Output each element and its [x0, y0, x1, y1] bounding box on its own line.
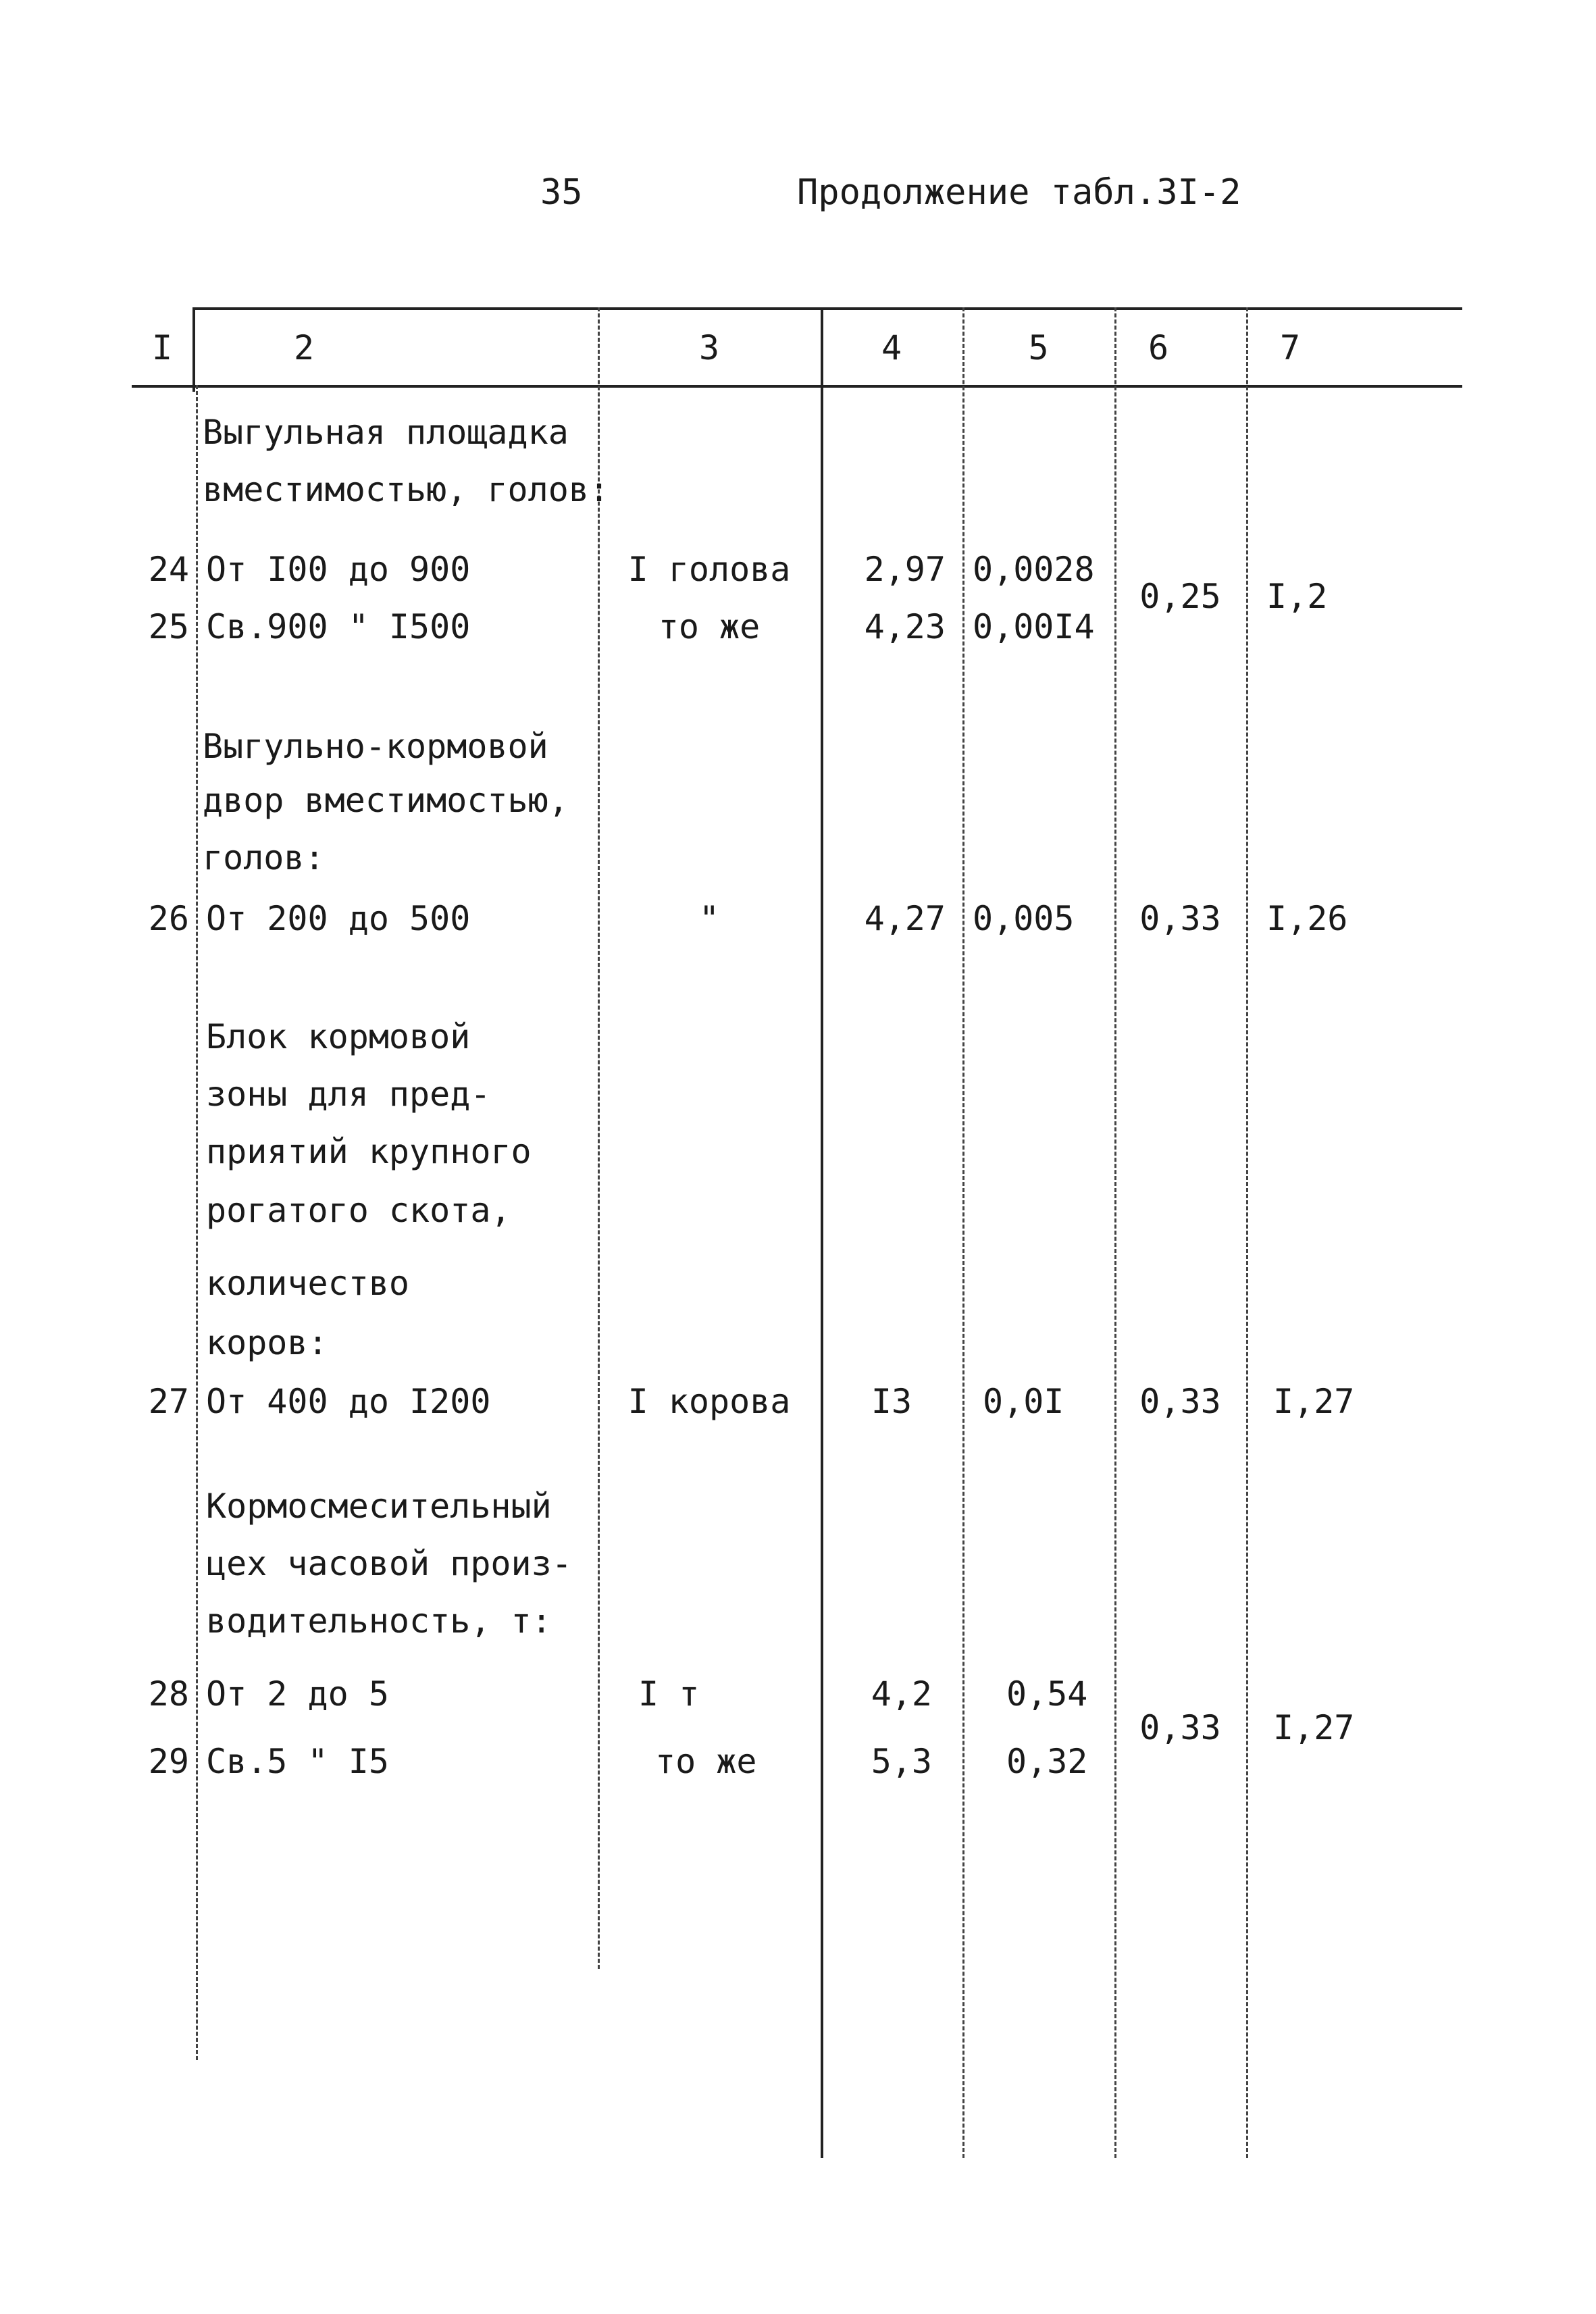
row-col4: 5,3	[871, 1742, 932, 1781]
row-col5: 0,32	[1006, 1742, 1088, 1781]
row-col4: 2,97	[864, 550, 946, 589]
row-col5: 0,005	[973, 899, 1075, 938]
shared-col6-r28-29: 0,33	[1139, 1708, 1221, 1747]
col-header-6: 6	[1148, 328, 1169, 367]
row-col4: 4,23	[864, 607, 946, 646]
row-name: От I00 до 900	[206, 550, 471, 589]
shared-col6-r24-25: 0,25	[1139, 577, 1221, 616]
group-title-line: Кормосмесительный	[206, 1487, 552, 1526]
row-number: 28	[148, 1674, 189, 1714]
col-header-2: 2	[293, 328, 315, 367]
row-number: 27	[148, 1382, 189, 1421]
group-title-line: вместимостью, голов:	[203, 470, 610, 509]
row-number: 24	[148, 550, 189, 589]
group-title-line: рогатого скота,	[206, 1191, 511, 1230]
table-continuation-title: Продолжение табл.3I-2	[797, 172, 1241, 213]
col-sep-4	[962, 307, 964, 2158]
row-name: От 2 до 5	[206, 1674, 389, 1714]
col-header-1: I	[151, 328, 173, 367]
shared-col7-r28-29: I,27	[1273, 1708, 1355, 1747]
group-title-line: цех часовой произ-	[206, 1544, 572, 1583]
col-header-3: 3	[698, 328, 720, 367]
row-name: Св.900 " I500	[206, 607, 471, 646]
row-col5: 0,00I4	[973, 607, 1095, 646]
row-col6: 0,33	[1139, 1382, 1221, 1421]
row-col5: 0,54	[1006, 1674, 1088, 1714]
row-col7: I,26	[1266, 899, 1348, 938]
group-title-line: Выгульно-кормовой	[203, 727, 548, 766]
page-number: 35	[540, 172, 583, 213]
group-title-line: Блок кормовой	[206, 1017, 471, 1056]
col-sep-6	[1246, 307, 1248, 2158]
row-number: 29	[148, 1742, 189, 1781]
group-title-line: голов:	[203, 838, 325, 877]
row-col4: I3	[871, 1382, 912, 1421]
row-col5: 0,0028	[973, 550, 1095, 589]
row-unit: то же	[655, 1742, 757, 1781]
group-title-line: приятий крупного	[206, 1132, 532, 1171]
row-name: От 200 до 500	[206, 899, 471, 938]
col-header-5: 5	[1028, 328, 1049, 367]
row-col4: 4,27	[864, 899, 946, 938]
header-bottom-rule	[132, 385, 1462, 388]
row-name: От 400 до I200	[206, 1382, 491, 1421]
row-unit: "	[698, 899, 720, 938]
row-unit: то же	[658, 607, 761, 646]
col-sep-1-header	[192, 307, 195, 392]
col-header-7: 7	[1279, 328, 1301, 367]
col-header-4: 4	[881, 328, 902, 367]
row-col6: 0,33	[1139, 899, 1221, 938]
group-title-line: Выгульная площадка	[203, 413, 569, 452]
group-title-line: коров:	[206, 1323, 328, 1362]
row-unit: I т	[638, 1674, 700, 1714]
row-unit: I корова	[627, 1382, 791, 1421]
row-col7: I,27	[1273, 1382, 1355, 1421]
group-title-line: количество	[206, 1264, 410, 1303]
group-title-line: зоны для пред-	[206, 1075, 491, 1114]
row-col4: 4,2	[871, 1674, 932, 1714]
group-title-line: двор вместимостью,	[203, 781, 569, 820]
shared-col7-r24-25: I,2	[1266, 577, 1328, 616]
row-number: 26	[148, 899, 189, 938]
table-top-rule	[192, 307, 1462, 310]
row-name: Св.5 " I5	[206, 1742, 389, 1781]
row-number: 25	[148, 607, 189, 646]
col-sep-1	[196, 385, 198, 2060]
group-title-line: водительность, т:	[206, 1601, 552, 1641]
row-unit: I голова	[627, 550, 791, 589]
row-col5: 0,0I	[983, 1382, 1064, 1421]
